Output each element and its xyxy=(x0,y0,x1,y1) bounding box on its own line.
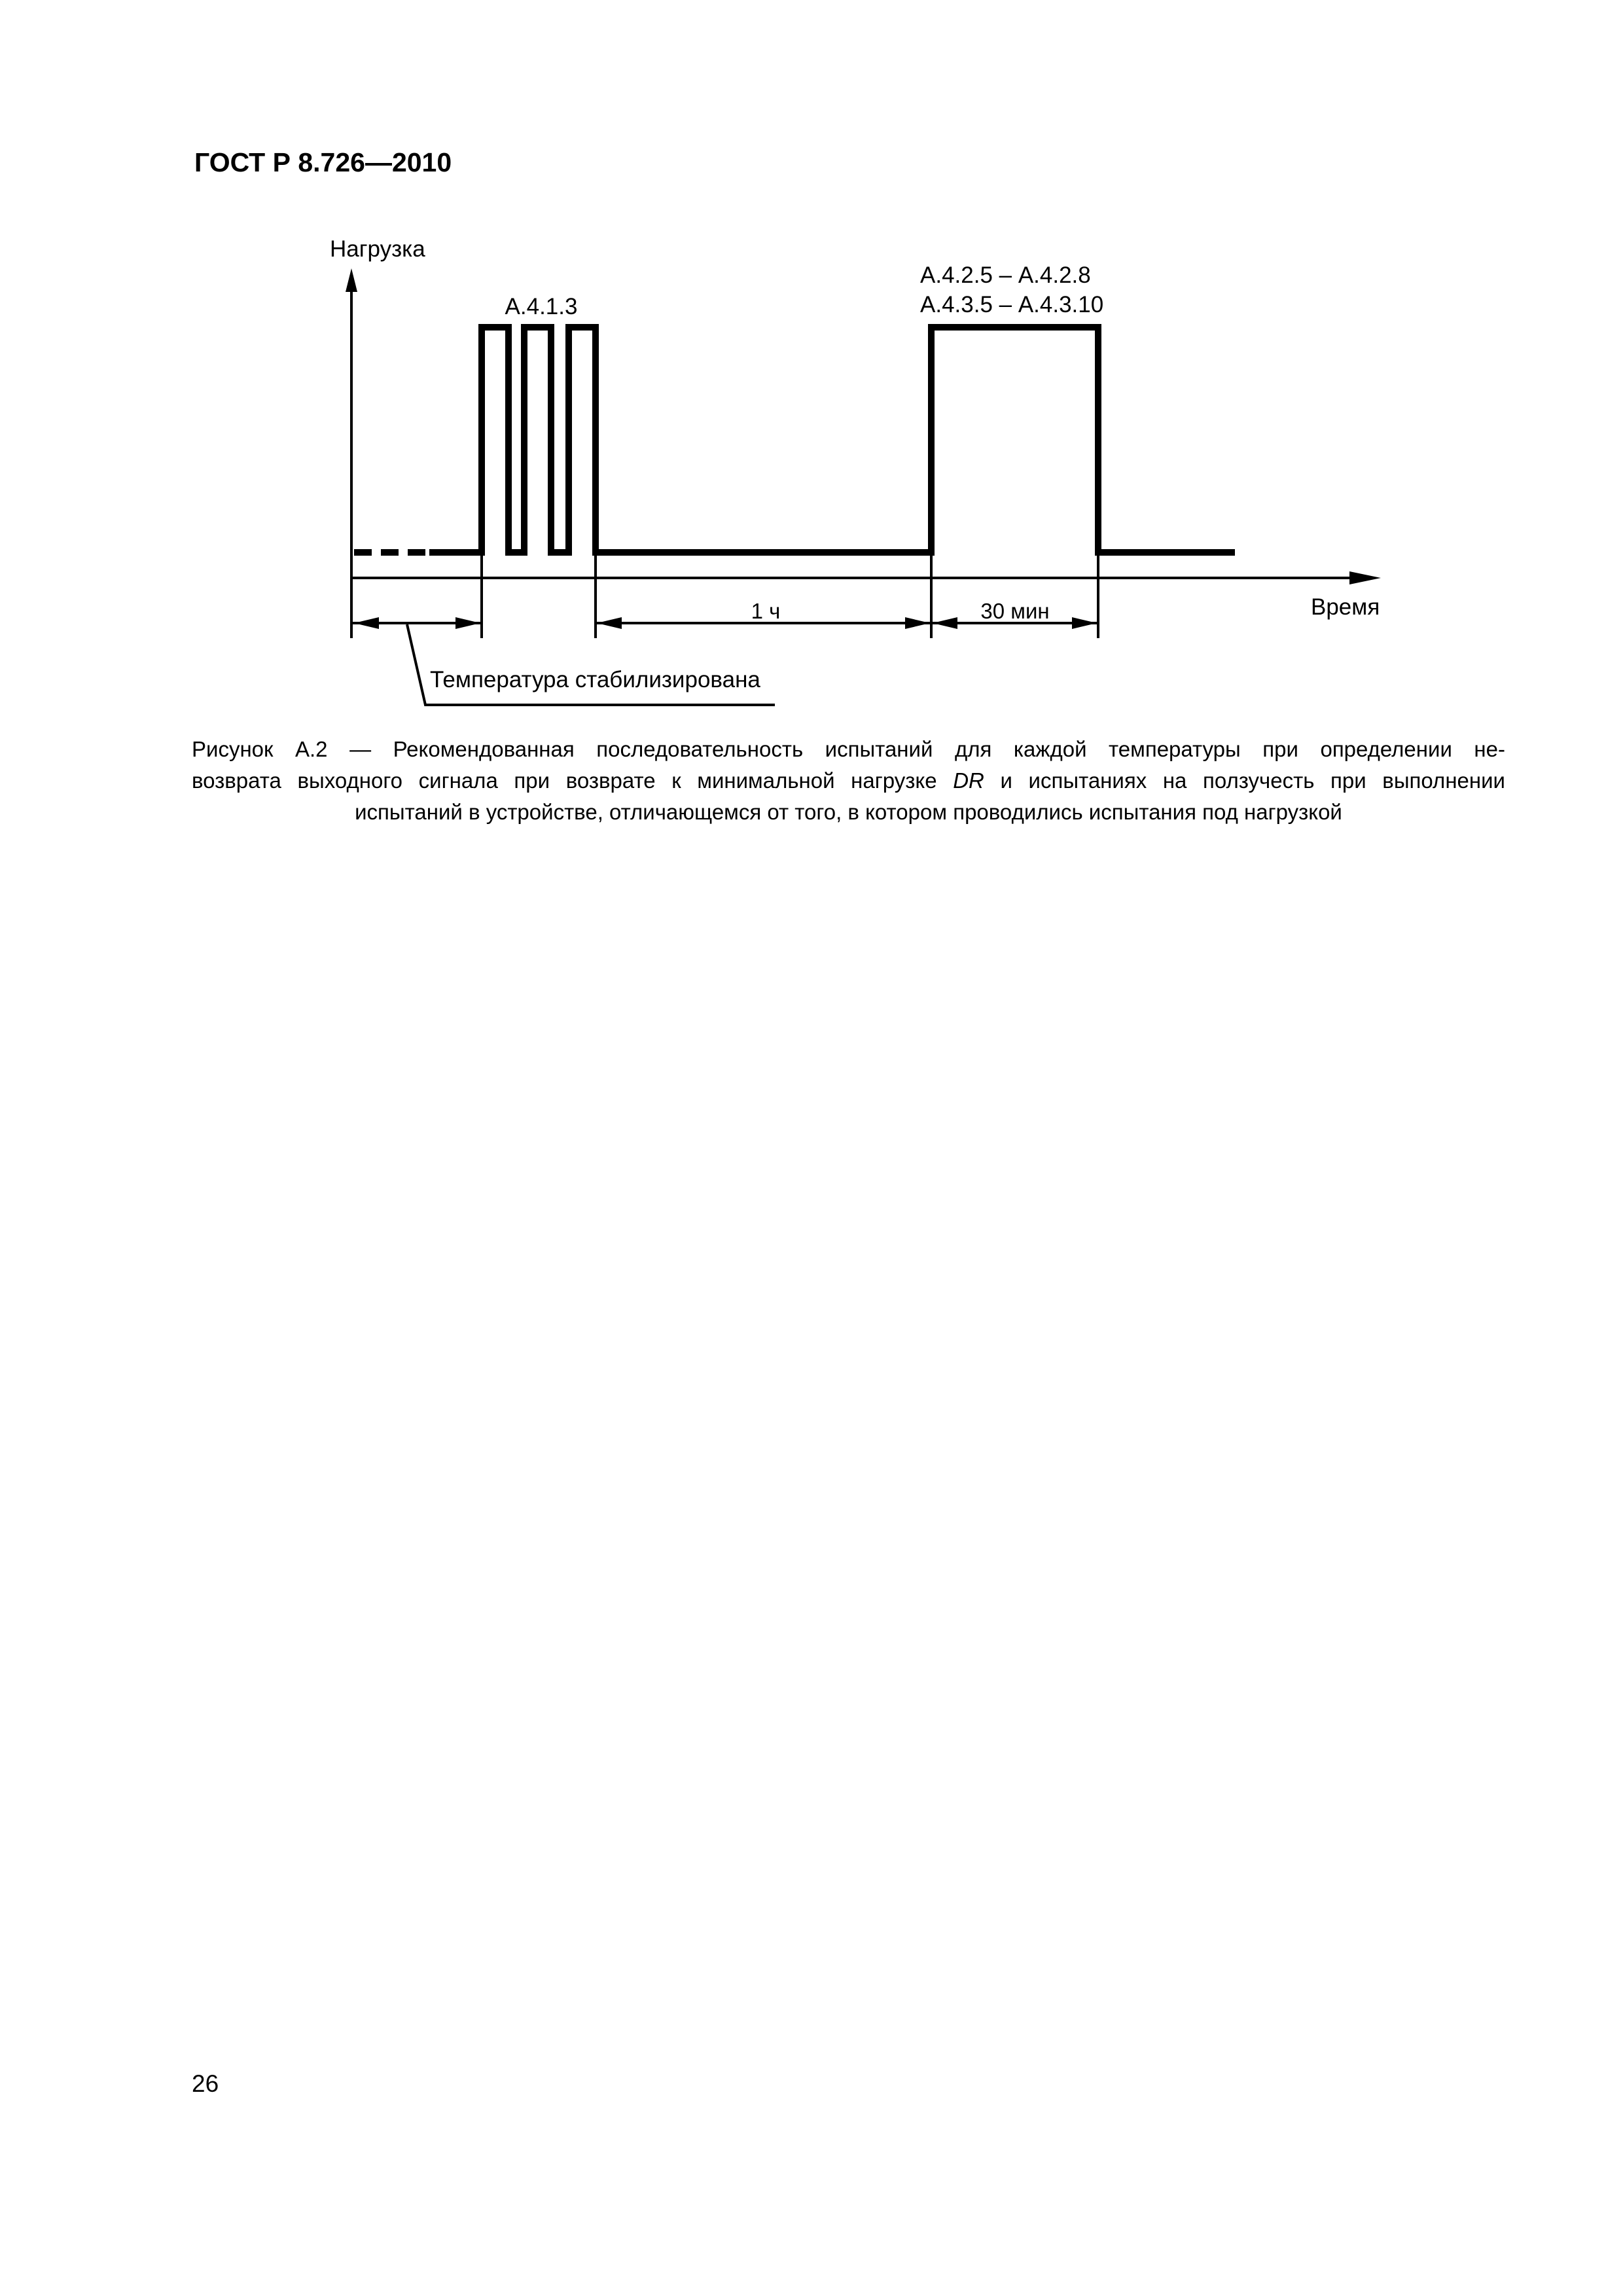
signal-solid xyxy=(429,327,1235,552)
interval-30min-label: 30 мин xyxy=(980,599,1050,623)
caption-line2-dr-italic: DR xyxy=(953,768,984,793)
y-axis xyxy=(346,268,357,638)
y-axis-label: Нагрузка xyxy=(330,236,425,262)
wide-pulse-label-line1: А.4.2.5 – А.4.2.8 xyxy=(920,262,1091,288)
extension-lines xyxy=(482,552,1098,638)
document-header: ГОСТ Р 8.726—2010 xyxy=(194,147,452,177)
signal-waveform xyxy=(354,327,1235,552)
x-axis-label: Время xyxy=(1311,594,1380,620)
wide-pulse-labels xyxy=(920,260,1103,319)
interval-1h-label: 1 ч xyxy=(751,599,781,623)
figure-caption xyxy=(192,734,1505,828)
caption-line-1: Рисунок А.2 — Рекомендованная последовательность испытаний для каждой температуры при определении не- xyxy=(192,737,1505,761)
leader-line xyxy=(407,624,775,705)
caption-line2-post: и испытаниях на ползучесть при выполнении xyxy=(984,768,1505,793)
caption-line-3: испытаний в устройстве, отличающемся от того, в котором проводились испытания под нагрузкой xyxy=(355,800,1342,824)
wide-pulse-label-line2: А.4.3.5 – А.4.3.10 xyxy=(920,292,1104,317)
x-axis-arrowhead xyxy=(1349,571,1381,584)
x-axis xyxy=(351,571,1381,584)
y-axis-arrowhead xyxy=(346,268,357,292)
page-number: 26 xyxy=(192,2070,219,2097)
caption-line2-pre: возврата выходного сигнала при возврате к минимальной нагрузке xyxy=(192,768,954,793)
caption-line-2 xyxy=(192,765,1505,797)
temperature-stabilized-label: Температура стабилизирована xyxy=(430,667,760,692)
pulse-group-label: А.4.1.3 xyxy=(505,294,578,319)
